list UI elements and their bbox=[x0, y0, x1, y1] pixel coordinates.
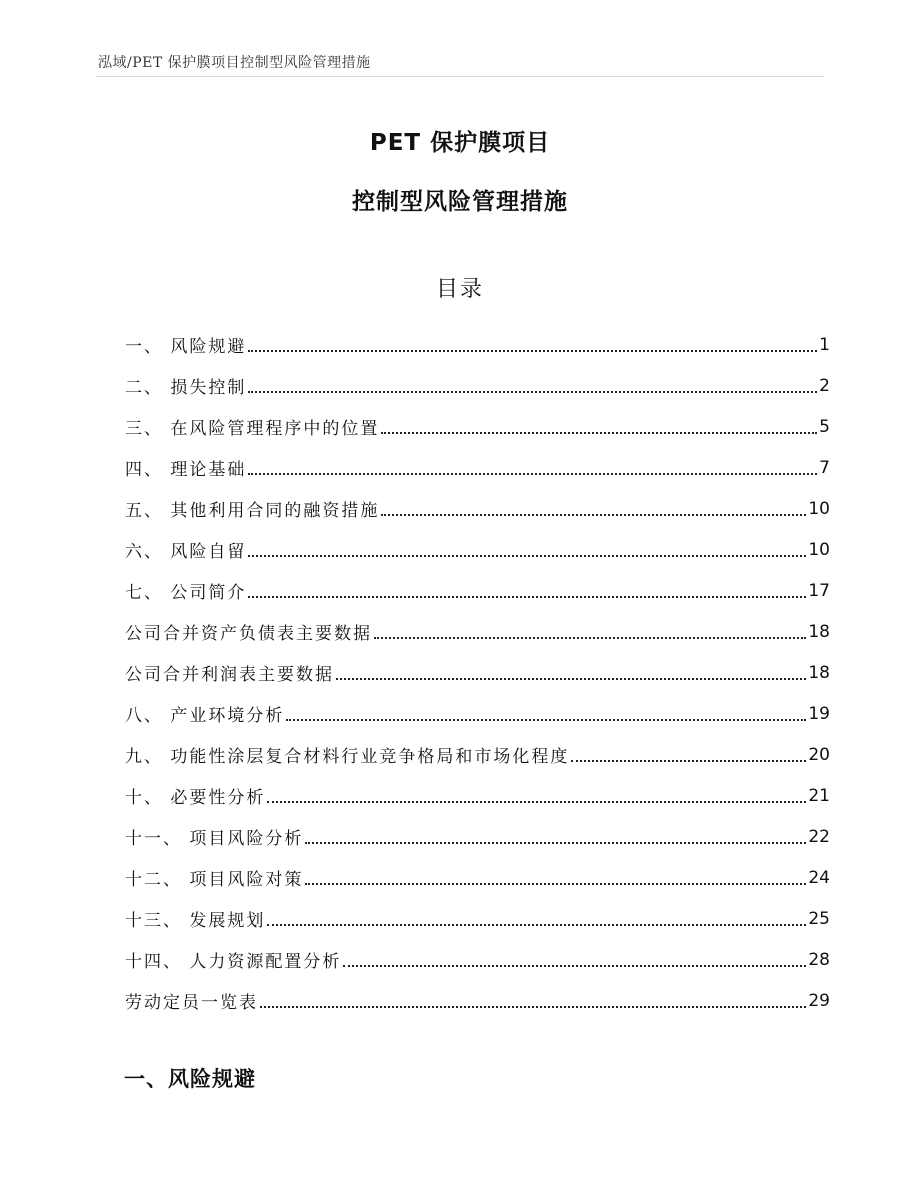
toc-entry-label: 四、 理论基础 bbox=[125, 460, 247, 480]
toc-entry-page: 10 bbox=[808, 498, 830, 519]
toc-entry-page: 18 bbox=[808, 662, 830, 683]
toc-dot-leader bbox=[571, 760, 806, 762]
toc-entry-label: 一、 风险规避 bbox=[125, 337, 247, 357]
toc-entry[interactable] bbox=[125, 734, 830, 775]
toc-entry-page: 5 bbox=[819, 416, 830, 437]
toc-entry[interactable] bbox=[125, 939, 830, 980]
toc-entry[interactable] bbox=[125, 898, 830, 939]
toc-entry-page: 17 bbox=[808, 580, 830, 601]
toc-entry[interactable] bbox=[125, 324, 830, 365]
toc-entry-page: 18 bbox=[808, 621, 830, 642]
section-heading: 一、风险规避 bbox=[124, 1067, 256, 1091]
toc-entry-page: 10 bbox=[808, 539, 830, 560]
toc-entry[interactable] bbox=[125, 775, 830, 816]
toc-entry-page: 19 bbox=[808, 703, 830, 724]
toc-entry-label: 三、 在风险管理程序中的位置 bbox=[125, 419, 380, 439]
toc-entry-label: 九、 功能性涂层复合材料行业竞争格局和市场化程度 bbox=[125, 747, 570, 767]
toc-entry-label: 公司合并资产负债表主要数据 bbox=[125, 624, 372, 644]
document-title-line-1: PET 保护膜项目 bbox=[369, 130, 551, 156]
toc-entry-label: 公司合并利润表主要数据 bbox=[125, 665, 334, 685]
toc-entry-page: 25 bbox=[808, 908, 830, 929]
toc-entry-page: 7 bbox=[819, 457, 830, 478]
toc-entry[interactable] bbox=[125, 488, 830, 529]
toc-entry-page: 22 bbox=[808, 826, 830, 847]
toc-dot-leader bbox=[260, 1006, 806, 1008]
toc-dot-leader bbox=[336, 678, 806, 680]
toc-entry-label: 八、 产业环境分析 bbox=[125, 706, 285, 726]
toc-dot-leader bbox=[343, 965, 806, 967]
toc-dot-leader bbox=[248, 473, 817, 475]
toc-entry-page: 20 bbox=[808, 744, 830, 765]
toc-entry[interactable] bbox=[125, 816, 830, 857]
toc-dot-leader bbox=[267, 801, 806, 803]
toc-entry[interactable] bbox=[125, 447, 830, 488]
header-divider bbox=[96, 76, 824, 77]
toc-entry[interactable] bbox=[125, 365, 830, 406]
toc-entry[interactable] bbox=[125, 570, 830, 611]
toc-entry[interactable] bbox=[125, 529, 830, 570]
toc-dot-leader bbox=[374, 637, 806, 639]
toc-entry[interactable] bbox=[125, 857, 830, 898]
toc-entry-page: 21 bbox=[808, 785, 830, 806]
toc-dot-leader bbox=[267, 924, 806, 926]
toc-entry-page: 2 bbox=[819, 375, 830, 396]
toc-entry-label: 六、 风险自留 bbox=[125, 542, 247, 562]
toc-entry-label: 十、 必要性分析 bbox=[125, 788, 266, 808]
toc-entry-label: 十四、 人力资源配置分析 bbox=[125, 952, 342, 972]
table-of-contents bbox=[125, 324, 830, 1021]
toc-entry-label: 二、 损失控制 bbox=[125, 378, 247, 398]
toc-entry[interactable] bbox=[125, 652, 830, 693]
toc-dot-leader bbox=[286, 719, 806, 721]
running-header: 泓域/PET 保护膜项目控制型风险管理措施 bbox=[98, 55, 371, 71]
document-title-line-2: 控制型风险管理措施 bbox=[352, 189, 568, 215]
toc-entry-page: 29 bbox=[808, 990, 830, 1011]
toc-entry[interactable] bbox=[125, 611, 830, 652]
toc-dot-leader bbox=[248, 391, 817, 393]
toc-entry-label: 十一、 项目风险分析 bbox=[125, 829, 304, 849]
toc-entry-label: 五、 其他利用合同的融资措施 bbox=[125, 501, 380, 521]
toc-entry-label: 十三、 发展规划 bbox=[125, 911, 266, 931]
toc-entry[interactable] bbox=[125, 406, 830, 447]
toc-dot-leader bbox=[381, 432, 817, 434]
toc-entry-label: 十二、 项目风险对策 bbox=[125, 870, 304, 890]
toc-heading: 目录 bbox=[435, 277, 484, 302]
toc-dot-leader bbox=[305, 883, 806, 885]
toc-dot-leader bbox=[248, 596, 806, 598]
toc-entry-page: 1 bbox=[819, 334, 830, 355]
toc-entry-page: 28 bbox=[808, 949, 830, 970]
toc-entry-label: 劳动定员一览表 bbox=[125, 993, 258, 1013]
toc-entry[interactable] bbox=[125, 980, 830, 1021]
toc-entry-page: 24 bbox=[808, 867, 830, 888]
toc-dot-leader bbox=[381, 514, 806, 516]
toc-dot-leader bbox=[305, 842, 806, 844]
toc-dot-leader bbox=[248, 350, 817, 352]
toc-entry-label: 七、 公司简介 bbox=[125, 583, 247, 603]
toc-dot-leader bbox=[248, 555, 806, 557]
toc-entry[interactable] bbox=[125, 693, 830, 734]
